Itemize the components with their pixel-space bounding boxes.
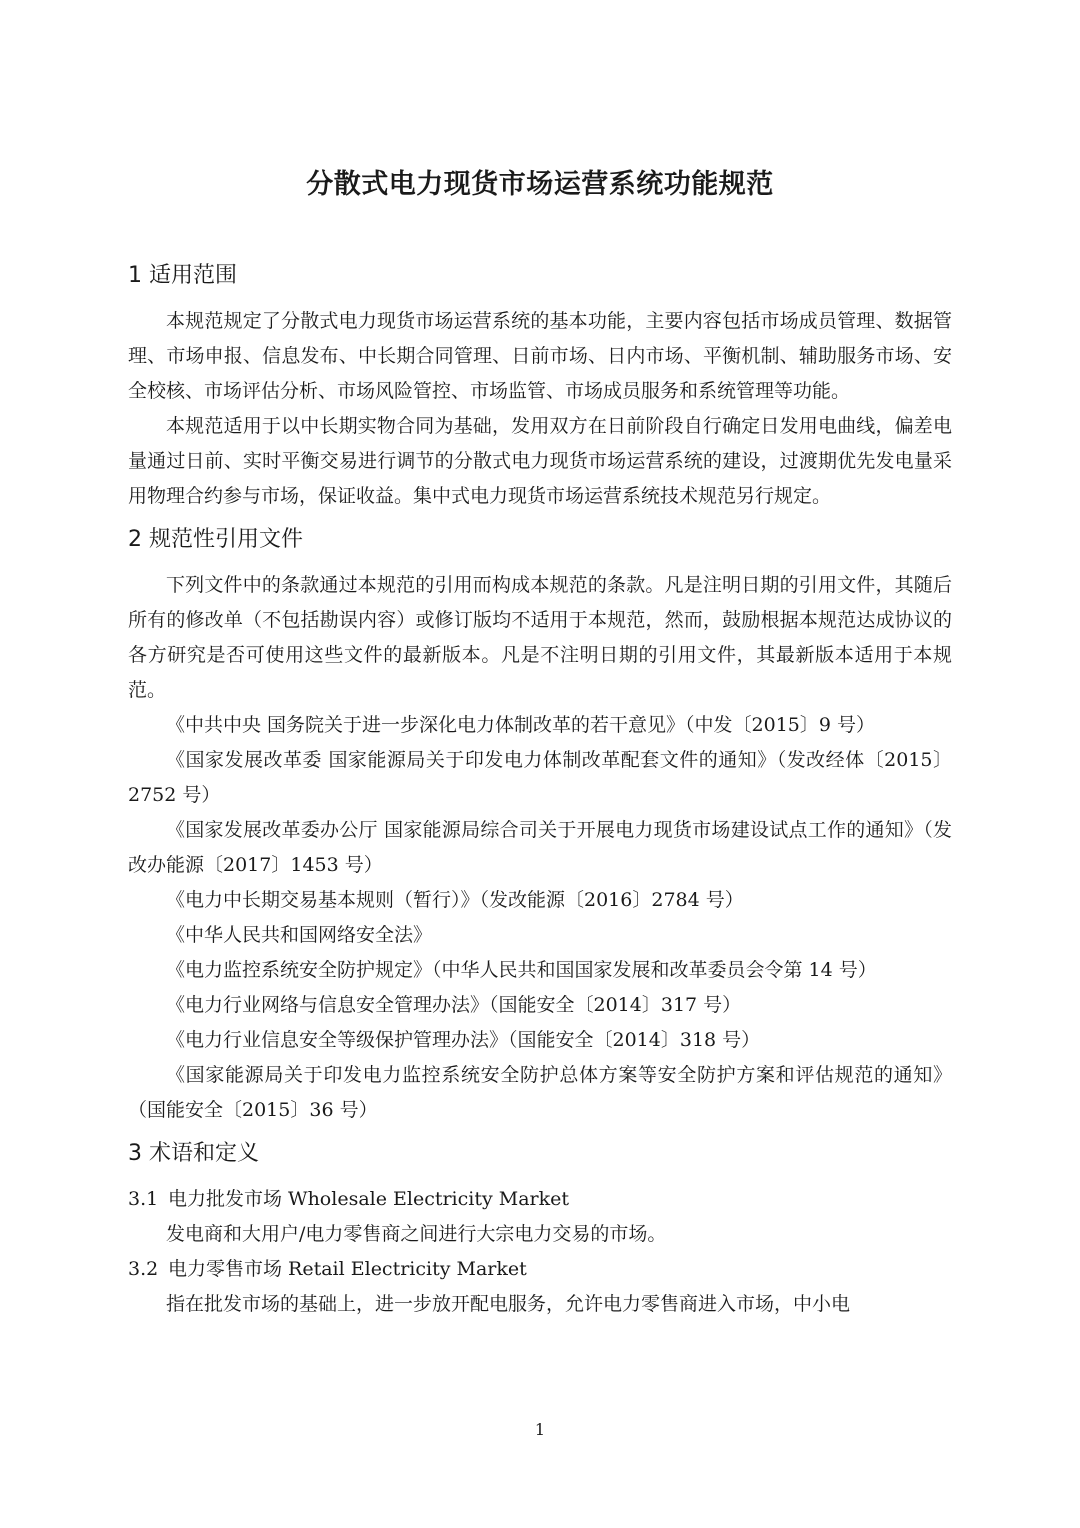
- section-2-intro: 下列文件中的条款通过本规范的引用而构成本规范的条款。凡是注明日期的引用文件，其随后所有的修改单（不包括勘误内容）或修订版均不适用于本规范，然而，鼓励根据本规范达成协议的各方研究是否可使用这些文件的最新版本。凡是不注明日期的引用文件，其最新版本适用于本规范。: [128, 574, 952, 701]
- reference-item: 《电力监控系统安全防护规定》（中华人民共和国国家发展和改革委员会令第 14 号）: [166, 959, 877, 981]
- term-title: 电力零售市场 Retail Electricity Market: [168, 1258, 527, 1280]
- term-heading: [128, 1182, 952, 1217]
- section-1-paragraph: 本规范规定了分散式电力现货市场运营系统的基本功能，主要内容包括市场成员管理、数据管理、市场申报、信息发布、中长期合同管理、日前市场、日内市场、平衡机制、辅助服务市场、安全校核、市场评估分析、市场风险管控、市场监管、市场成员服务和系统管理等功能。: [128, 310, 952, 402]
- term-number: 3.2: [128, 1258, 159, 1280]
- page-number: 1: [534, 1420, 546, 1439]
- term-title: 电力批发市场 Wholesale Electricity Market: [168, 1188, 570, 1210]
- reference-item: 《电力行业网络与信息安全管理办法》（国能安全〔2014〕317 号）: [166, 994, 742, 1016]
- term-number: 3.1: [128, 1188, 159, 1210]
- reference-item: 《中共中央 国务院关于进一步深化电力体制改革的若干意见》（中发〔2015〕9 号）: [166, 714, 876, 736]
- reference-item: 《电力中长期交易基本规则（暂行）》（发改能源〔2016〕2784 号）: [166, 889, 744, 911]
- reference-item: 《中华人民共和国网络安全法》: [166, 924, 433, 946]
- reference-item: 《国家发展改革委 国家能源局关于印发电力体制改革配套文件的通知》（发改经体〔2015〕2752 号）: [128, 749, 952, 806]
- document-title: 分散式电力现货市场运营系统功能规范: [306, 169, 774, 200]
- reference-item: 《国家能源局关于印发电力监控系统安全防护总体方案等安全防护方案和评估规范的通知》（国能安全〔2015〕36 号）: [128, 1064, 952, 1121]
- term-heading: [128, 1252, 952, 1287]
- section-1-heading: 1 适用范围: [128, 263, 237, 288]
- reference-item: 《电力行业信息安全等级保护管理办法》（国能安全〔2014〕318 号）: [166, 1029, 761, 1051]
- term-definition: 发电商和大用户/电力零售商之间进行大宗电力交易的市场。: [166, 1223, 667, 1245]
- section-2-heading: 2 规范性引用文件: [128, 527, 303, 552]
- term-definition: 指在批发市场的基础上，进一步放开配电服务，允许电力零售商进入市场，中小电: [166, 1293, 851, 1315]
- section-3-heading: 3 术语和定义: [128, 1141, 259, 1166]
- reference-item: 《国家发展改革委办公厅 国家能源局综合司关于开展电力现货市场建设试点工作的通知》（发改办能源〔2017〕1453 号）: [128, 819, 952, 876]
- document-body: [128, 258, 952, 1322]
- section-1-paragraph: 本规范适用于以中长期实物合同为基础，发用双方在日前阶段自行确定日发用电曲线，偏差电量通过日前、实时平衡交易进行调节的分散式电力现货市场运营系统的建设，过渡期优先发电量采用物理合约参与市场，保证收益。集中式电力现货市场运营系统技术规范另行规定。: [128, 415, 952, 507]
